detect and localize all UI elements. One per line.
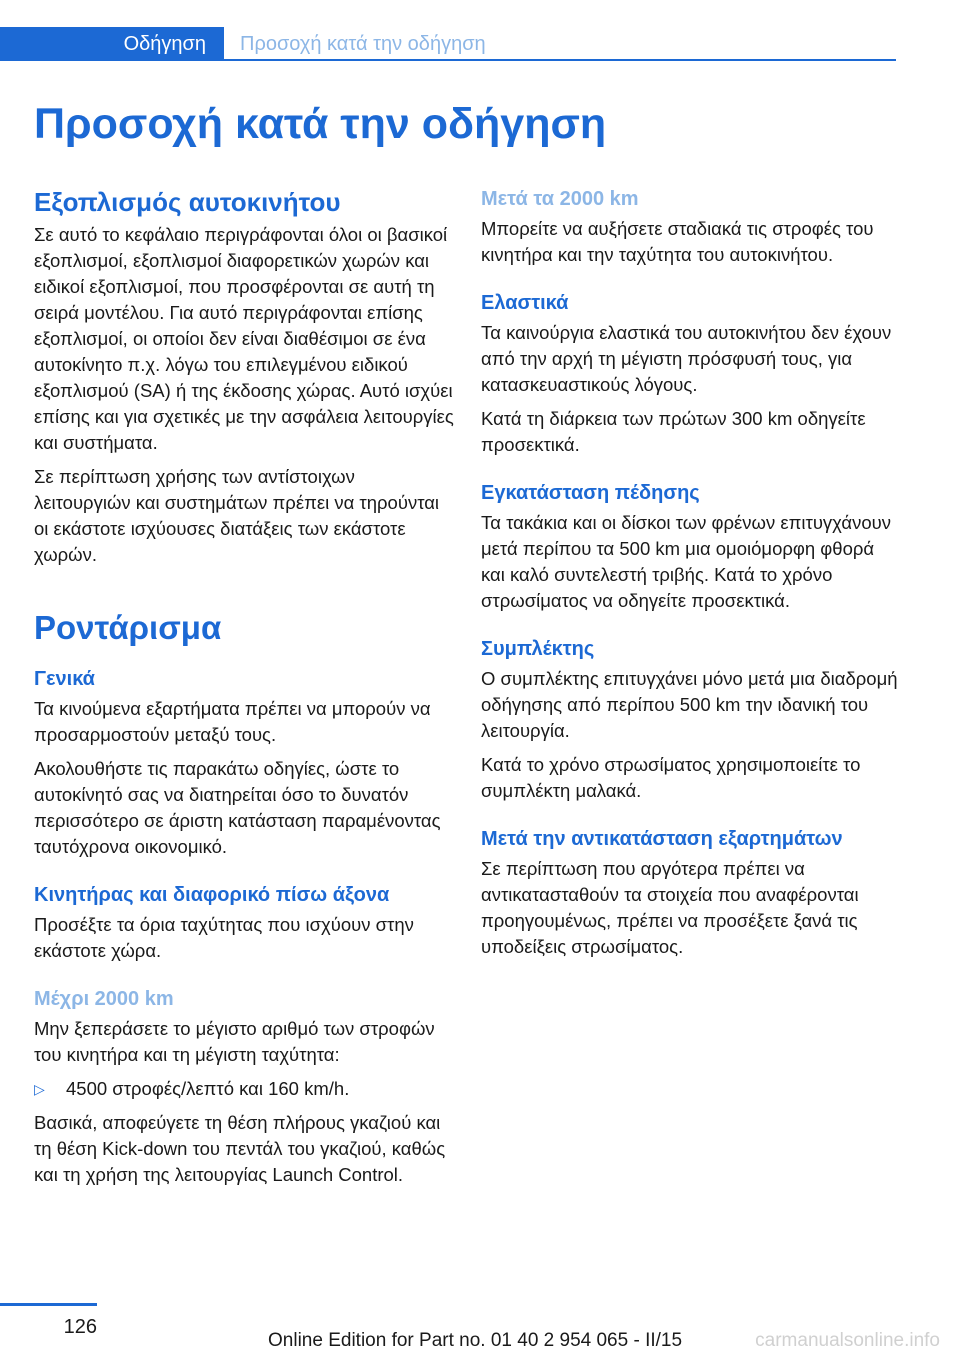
paragraph: Σε αυτό το κεφάλαιο περιγράφονται όλοι οι βασικοί εξοπλισμοί, εξοπλισμοί διαφορετικών χωρών και ειδικοί εξοπλισμοί, που προσφέρονται σε αυτή τη σειρά μοντέλου. Για αυτό περιγράφονται επίσης εξοπλισμοί, οι οποίοι δεν είναι διαθέσιμοι σε ένα αυτοκίνητο π.χ. λόγω του επιλεγμένου ειδικού εξοπλισμού (SA) ή της έκδοσης χώρας. Αυτό ισχύει επίσης και για σχετικές με την ασφάλεια λειτουργίες και συστήματα. xyxy=(34,224,454,453)
paragraph: Μην ξεπεράσετε το μέγιστο αριθμό των στροφών του κινητήρα και τη μέγιστη ταχύτητα: xyxy=(34,1018,435,1065)
header-section-tab[interactable]: Προσοχή κατά την οδήγηση xyxy=(240,33,486,55)
subheading-tires: Ελαστικά xyxy=(481,292,569,314)
paragraph: Προσέξτε τα όρια ταχύτητας που ισχύουν στην εκάστοτε χώρα. xyxy=(34,914,414,961)
paragraph: Κατά το χρόνο στρωσίματος χρησιμοποιείτε το συμπλέκτη μαλακά. xyxy=(481,754,861,801)
subheading-up-to-2000: Μέχρι 2000 km xyxy=(34,988,174,1010)
paragraph: Τα καινούργια ελαστικά του αυτοκινήτου δεν έχουν από την αρχή τη μέγιστη πρόσφυσή τους, για κατασκευαστικούς λόγους. xyxy=(481,322,892,395)
left-column xyxy=(34,184,454,1196)
header-bar xyxy=(0,27,896,61)
paragraph: Ακολουθήστε τις παρακάτω οδηγίες, ώστε το αυτοκίνητό σας να διατηρείται όσο το δυνατόν περισσότερο σε άριστη κατάσταση παραμένοντας ταυτόχρονα οικονομικό. xyxy=(34,758,441,857)
page-number: 126 xyxy=(63,1316,97,1338)
paragraph: Σε περίπτωση που αργότερα πρέπει να αντικατασταθούν τα στοιχεία που αναφέρονται προηγουμένως, πρέπει να προσέξετε ξανά τις υποδείξεις στρωσίματος. xyxy=(481,858,859,957)
paragraph: Βασικά, αποφεύγετε τη θέση πλήρους γκαζιού και τη θέση Kick-down του πεντάλ του γκαζιού, καθώς και τη χρήση της λειτουργίας Launch Control. xyxy=(34,1112,446,1185)
paragraph: Σε περίπτωση χρήσης των αντίστοιχων λειτουργιών και συστημάτων πρέπει να τηρούνται οι εκάστοτε ισχύουσες διατάξεις των εκάστοτε χωρών. xyxy=(34,466,440,565)
footer-divider xyxy=(0,1303,97,1306)
list-item-text: 4500 στροφές/λεπτό και 160 km/h. xyxy=(66,1078,350,1099)
triangle-bullet-icon: ▷ xyxy=(34,1081,45,1097)
edition-note: Online Edition for Part no. 01 40 2 954 065 - II/15 xyxy=(268,1330,683,1351)
subheading-after-replacement: Μετά την αντικατάσταση εξαρτημάτων xyxy=(481,828,843,850)
subheading-after-2000: Μετά τα 2000 km xyxy=(481,188,639,210)
subheading-general: Γενικά xyxy=(34,668,95,690)
section-heading-equipment: Εξοπλισμός αυτοκινήτου xyxy=(34,187,341,217)
subheading-brakes: Εγκατάσταση πέδησης xyxy=(481,482,700,504)
subheading-engine-axle: Κινητήρας και διαφορικό πίσω άξονα xyxy=(34,884,390,906)
subheading-clutch: Συμπλέκτης xyxy=(481,638,595,660)
right-column xyxy=(481,184,901,968)
watermark: carmanualsonline.info xyxy=(755,1330,940,1351)
page-title: Προσοχή κατά την οδήγηση xyxy=(34,100,607,148)
paragraph: Τα τακάκια και οι δίσκοι των φρένων επιτυγχάνουν μετά περίπου τα 500 km μια ομοιόμορφη φθορά και καλό συντελεστή τριβής. Κατά το χρόνο στρωσίματος να οδηγείτε προσεκτικά. xyxy=(481,512,891,611)
section-heading-running-in: Ροντάρισμα xyxy=(34,609,222,646)
header-divider xyxy=(224,59,896,61)
paragraph: Μπορείτε να αυξήσετε σταδιακά τις στροφές του κινητήρα και την ταχύτητα του αυτοκινήτου. xyxy=(481,218,874,265)
paragraph: Τα κινούμενα εξαρτήματα πρέπει να μπορούν να προσαρμοστούν μεταξύ τους. xyxy=(34,698,431,745)
list-item xyxy=(34,1076,454,1102)
paragraph: Ο συμπλέκτης επιτυγχάνει μόνο μετά μια διαδρομή οδήγησης από περίπου 500 km την ιδανική του λειτουργία. xyxy=(481,668,898,741)
header-chapter-tab[interactable]: Οδήγηση xyxy=(0,27,224,61)
paragraph: Κατά τη διάρκεια των πρώτων 300 km οδηγείτε προσεκτικά. xyxy=(481,408,866,455)
